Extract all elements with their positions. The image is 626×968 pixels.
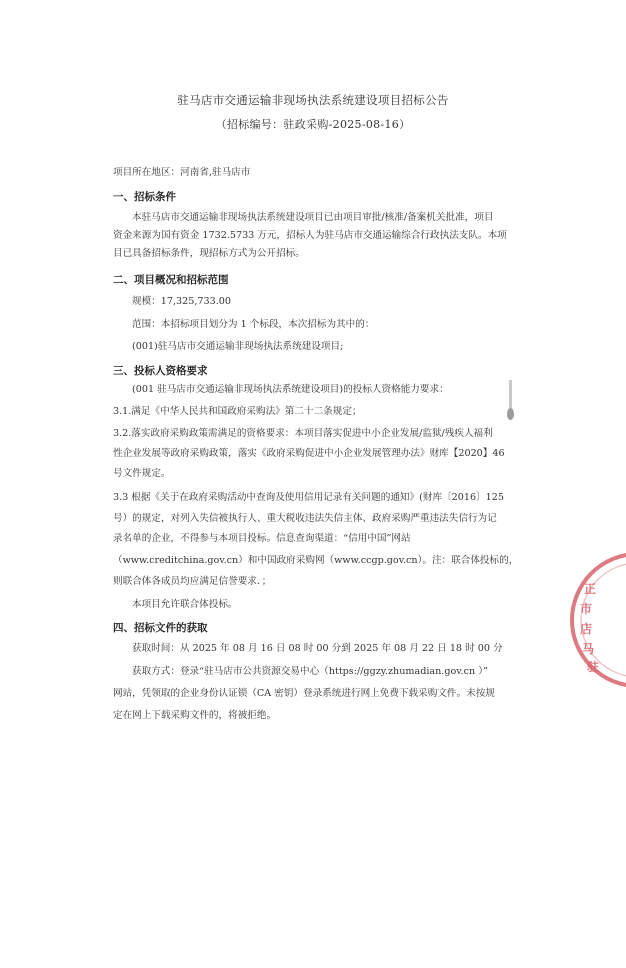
project-lot: (001)驻马店市交通运输非现场执法系统建设项目;: [132, 341, 344, 352]
acquisition-method: 网站，凭领取的企业身份认证锁（CA 密钥）登录系统进行网上免费下载采购文件。未按规: [113, 688, 495, 699]
section-1-heading: 一、招标条件: [113, 191, 176, 203]
qualification-3-3: 号）的规定，对列入失信被执行人、重大税收违法失信主体、政府采购严重违法失信行为记: [113, 513, 497, 524]
official-seal-stamp: [560, 545, 626, 695]
qualification-3-3: 则联合体各成员均应满足信誉要求．；: [113, 576, 272, 587]
section-1-text: 本驻马店市交通运输非现场执法系统建设项目已由项目审批/核准/备案机关批准，项目: [132, 212, 494, 223]
qualification-3-3: 3.3 根据《关于在政府采购活动中查询及使用信用记录有关问题的通知》(财库〔2016〕125: [113, 492, 504, 503]
qualification-3-3: （www.creditchina.gov.cn）和中国政府采购网（www.ccgp.gov.cn）。注：联合体投标的，: [113, 555, 519, 566]
qualification-3-2: 号文件规定。: [113, 468, 171, 479]
qualification-intro: (001 驻马店市交通运输非现场执法系统建设项目)的投标人资格能力要求：: [132, 384, 449, 395]
section-1-text: 资金来源为国有资金 1732.5733 万元，招标人为驻马店市交通运输综合行政执法支队。本项: [113, 230, 507, 241]
consortium-note: 本项目允许联合体投标。: [132, 599, 238, 610]
qualification-3-3: 录名单的企业，不得参与本项目投标。信息查询渠道：“信用中国”网站: [113, 533, 411, 544]
section-4-heading: 四、招标文件的获取: [113, 622, 208, 634]
acquisition-method: 获取方式：登录“驻马店市公共资源交易中心（https://ggzy.zhumadian.gov.cn ）”: [132, 666, 488, 677]
project-scope: 范围：本招标项目划分为 1 个标段，本次招标为其中的：: [132, 319, 375, 330]
acquisition-method: 定在网上下载采购文件的，将被拒绝。: [113, 710, 277, 721]
section-2-heading: 二、项目概况和招标范围: [113, 274, 229, 286]
acquisition-time: 获取时间：从 2025 年 08 月 16 日 08 时 00 分到 2025 年 08 月 22 日 18 时 00 分: [132, 643, 503, 654]
section-1-text: 目已具备招标条件，现招标方式为公开招标。: [113, 248, 305, 259]
qualification-3-2: 3.2.落实政府采购政策需满足的资格要求：本项目落实促进中小企业发展/监狱/残疾人福利: [113, 428, 493, 439]
qualification-3-2: 性企业发展等政府采购政策，落实《政府采购促进中小企业发展管理办法》财库【2020】46: [113, 448, 505, 459]
document-title: 驻马店市交通运输非现场执法系统建设项目招标公告: [177, 93, 449, 107]
project-location: 项目所在地区：河南省,驻马店市: [113, 167, 251, 178]
svg-text:正 市 店 马: 正 市 店 马 驻: [580, 582, 600, 674]
scan-mark: [507, 380, 515, 424]
document-subtitle: （招标编号：驻政采购-2025-08-16）: [215, 118, 411, 131]
qualification-3-1: 3.1.满足《中华人民共和国政府采购法》第二十二条规定；: [113, 406, 362, 417]
section-3-heading: 三、投标人资格要求: [113, 365, 208, 377]
project-scale: 规模：17,325,733.00: [132, 296, 231, 307]
